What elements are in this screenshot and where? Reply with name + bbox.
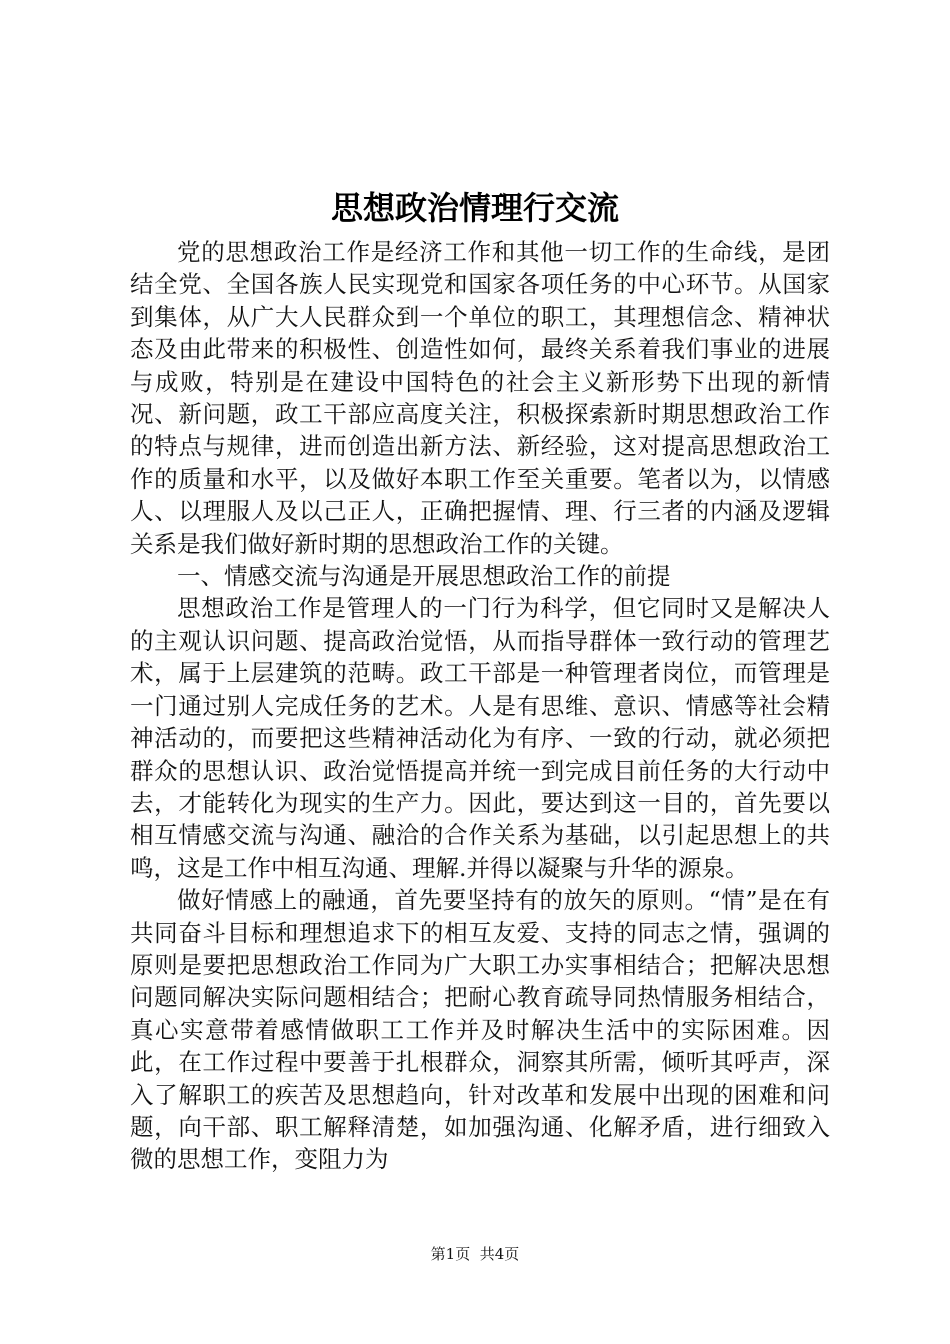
paragraph-emotion: 做好情感上的融通，首先要坚持有的放矢的原则。“情”是在有共同奋斗目标和理想追求下的相互友爱、支持的同志之情，强调的原则是要把思想政治工作同为广大职工办实事相结合；把解决思想问题同解决实际问题相结合；把耐心教育疏导同热情服务相结合，真心实意带着感情做职工工作并及时解决生活中的实际困难。因此，在工作过程中要善于扎根群众，洞察其所需，倾听其呼声，深入了解职工的疾苦及思想趋向，针对改革和发展中出现的困难和问题，向干部、职工解释清楚，如加强沟通、化解矛盾，进行细致入微的思想工作，变阻力为 [130,886,830,1174]
paragraph-section-1: 思想政治工作是管理人的一门行为科学，但它同时又是解决人的主观认识问题、提高政治觉悟，从而指导群体一致行动的管理艺术，属于上层建筑的范畴。政工干部是一种管理者岗位，而管理是一门通过别人完成任务的艺术。人是有思维、意识、情感等社会精神活动的，而要把这些精神活动化为有序、一致的行动，就必须把群众的思想认识、政治觉悟提高并统一到完成目前任务的大行动中去，才能转化为现实的生产力。因此，要达到这一目的，首先要以相互情感交流与沟通、融洽的合作关系为基础，以引起思想上的共鸣，这是工作中相互沟通、理解.并得以凝聚与升华的源泉。 [130,594,830,882]
section-heading-1: 一、情感交流与沟通是开展思想政治工作的前提 [177,562,671,591]
document-body [130,236,830,1176]
page-footer [0,1244,950,1264]
paragraph-intro: 党的思想政治工作是经济工作和其他一切工作的生命线，是团结全党、全国各族人民实现党和国家各项任务的中心环节。从国家到集体，从广大人民群众到一个单位的职工，其理想信念、精神状态及由此带来的积极性、创造性如何，最终关系着我们事业的进展与成败，特别是在建设中国特色的社会主义新形势下出现的新情况、新问题，政工干部应高度关注，积极探索新时期思想政治工作的特点与规律，进而创造出新方法、新经验，这对提高思想政治工作的质量和水平，以及做好本职工作至关重要。笔者以为，以情感人、以理服人及以己正人，正确把握情、理、行三者的内涵及逻辑关系是我们做好新时期的思想政治工作的关键。 [130,238,830,558]
page-number: 第1页 [430,1245,471,1263]
page-total: 共4页 [479,1245,520,1263]
document-title: 思想政治情理行交流 [330,189,619,227]
